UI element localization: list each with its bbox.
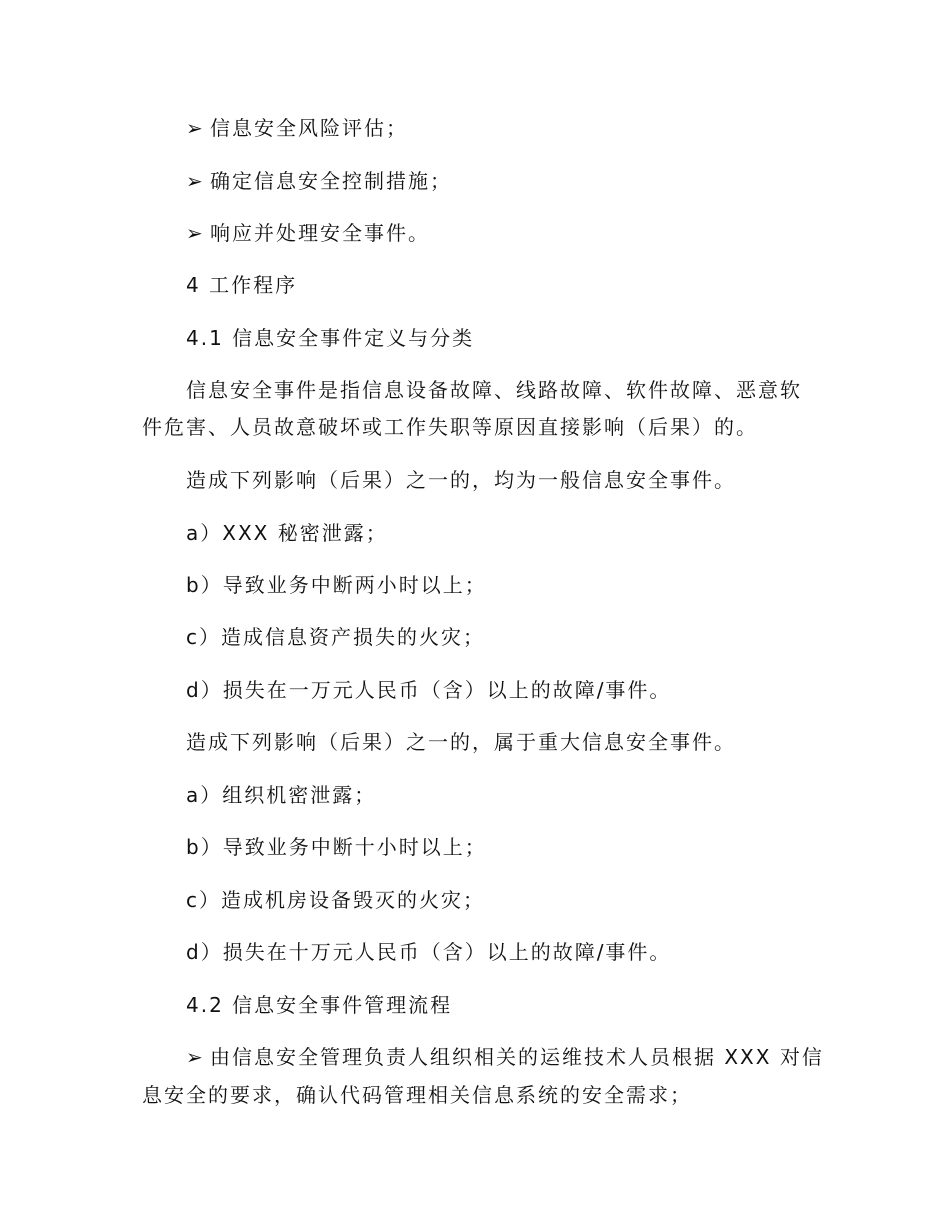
line-text: 信息安全风险评估； [210,116,408,140]
arrow-bullet-icon: ➢ [186,116,203,140]
paragraph-line: 造成下列影响（后果）之一的，均为一般信息安全事件。 [186,468,736,492]
list-item: b）导致业务中断十小时以上； [186,835,487,859]
bullet-line [186,168,452,194]
arrow-bullet-icon: ➢ [186,1045,203,1069]
paragraph-line: 造成下列影响（后果）之一的，属于重大信息安全事件。 [186,730,736,754]
bullet-line [186,115,408,141]
list-item: c）造成机房设备毁灭的火灾； [186,888,485,912]
paragraph-line: 件危害、人员故意破坏或工作失职等原因直接影响（后果）的。 [142,415,758,439]
line-text: 由信息安全管理负责人组织相关的运维技术人员根据 XXX 对信 [210,1045,824,1069]
section-heading: 4 工作程序 [186,273,298,297]
line-text: 响应并处理安全事件。 [210,221,430,245]
list-item: d）损失在十万元人民币（含）以上的故障/事件。 [186,940,672,964]
line-text: 确定信息安全控制措施； [210,169,452,193]
list-item: a）XXX 秘密泄露； [186,521,388,545]
subsection-heading: 4.1 信息安全事件定义与分类 [186,326,475,350]
list-item: d）损失在一万元人民币（含）以上的故障/事件。 [186,678,672,702]
subsection-heading: 4.2 信息安全事件管理流程 [186,993,453,1017]
paragraph-line: 信息安全事件是指信息设备故障、线路故障、软件故障、恶意软 [186,378,802,402]
arrow-bullet-icon: ➢ [186,221,203,245]
bullet-line [186,220,430,246]
paragraph-line: 息安全的要求，确认代码管理相关信息系统的安全需求； [142,1083,692,1107]
arrow-bullet-icon: ➢ [186,169,203,193]
list-item: c）造成信息资产损失的火灾； [186,625,485,649]
list-item: b）导致业务中断两小时以上； [186,573,487,597]
bullet-line [186,1044,824,1070]
list-item: a）组织机密泄露； [186,783,377,807]
